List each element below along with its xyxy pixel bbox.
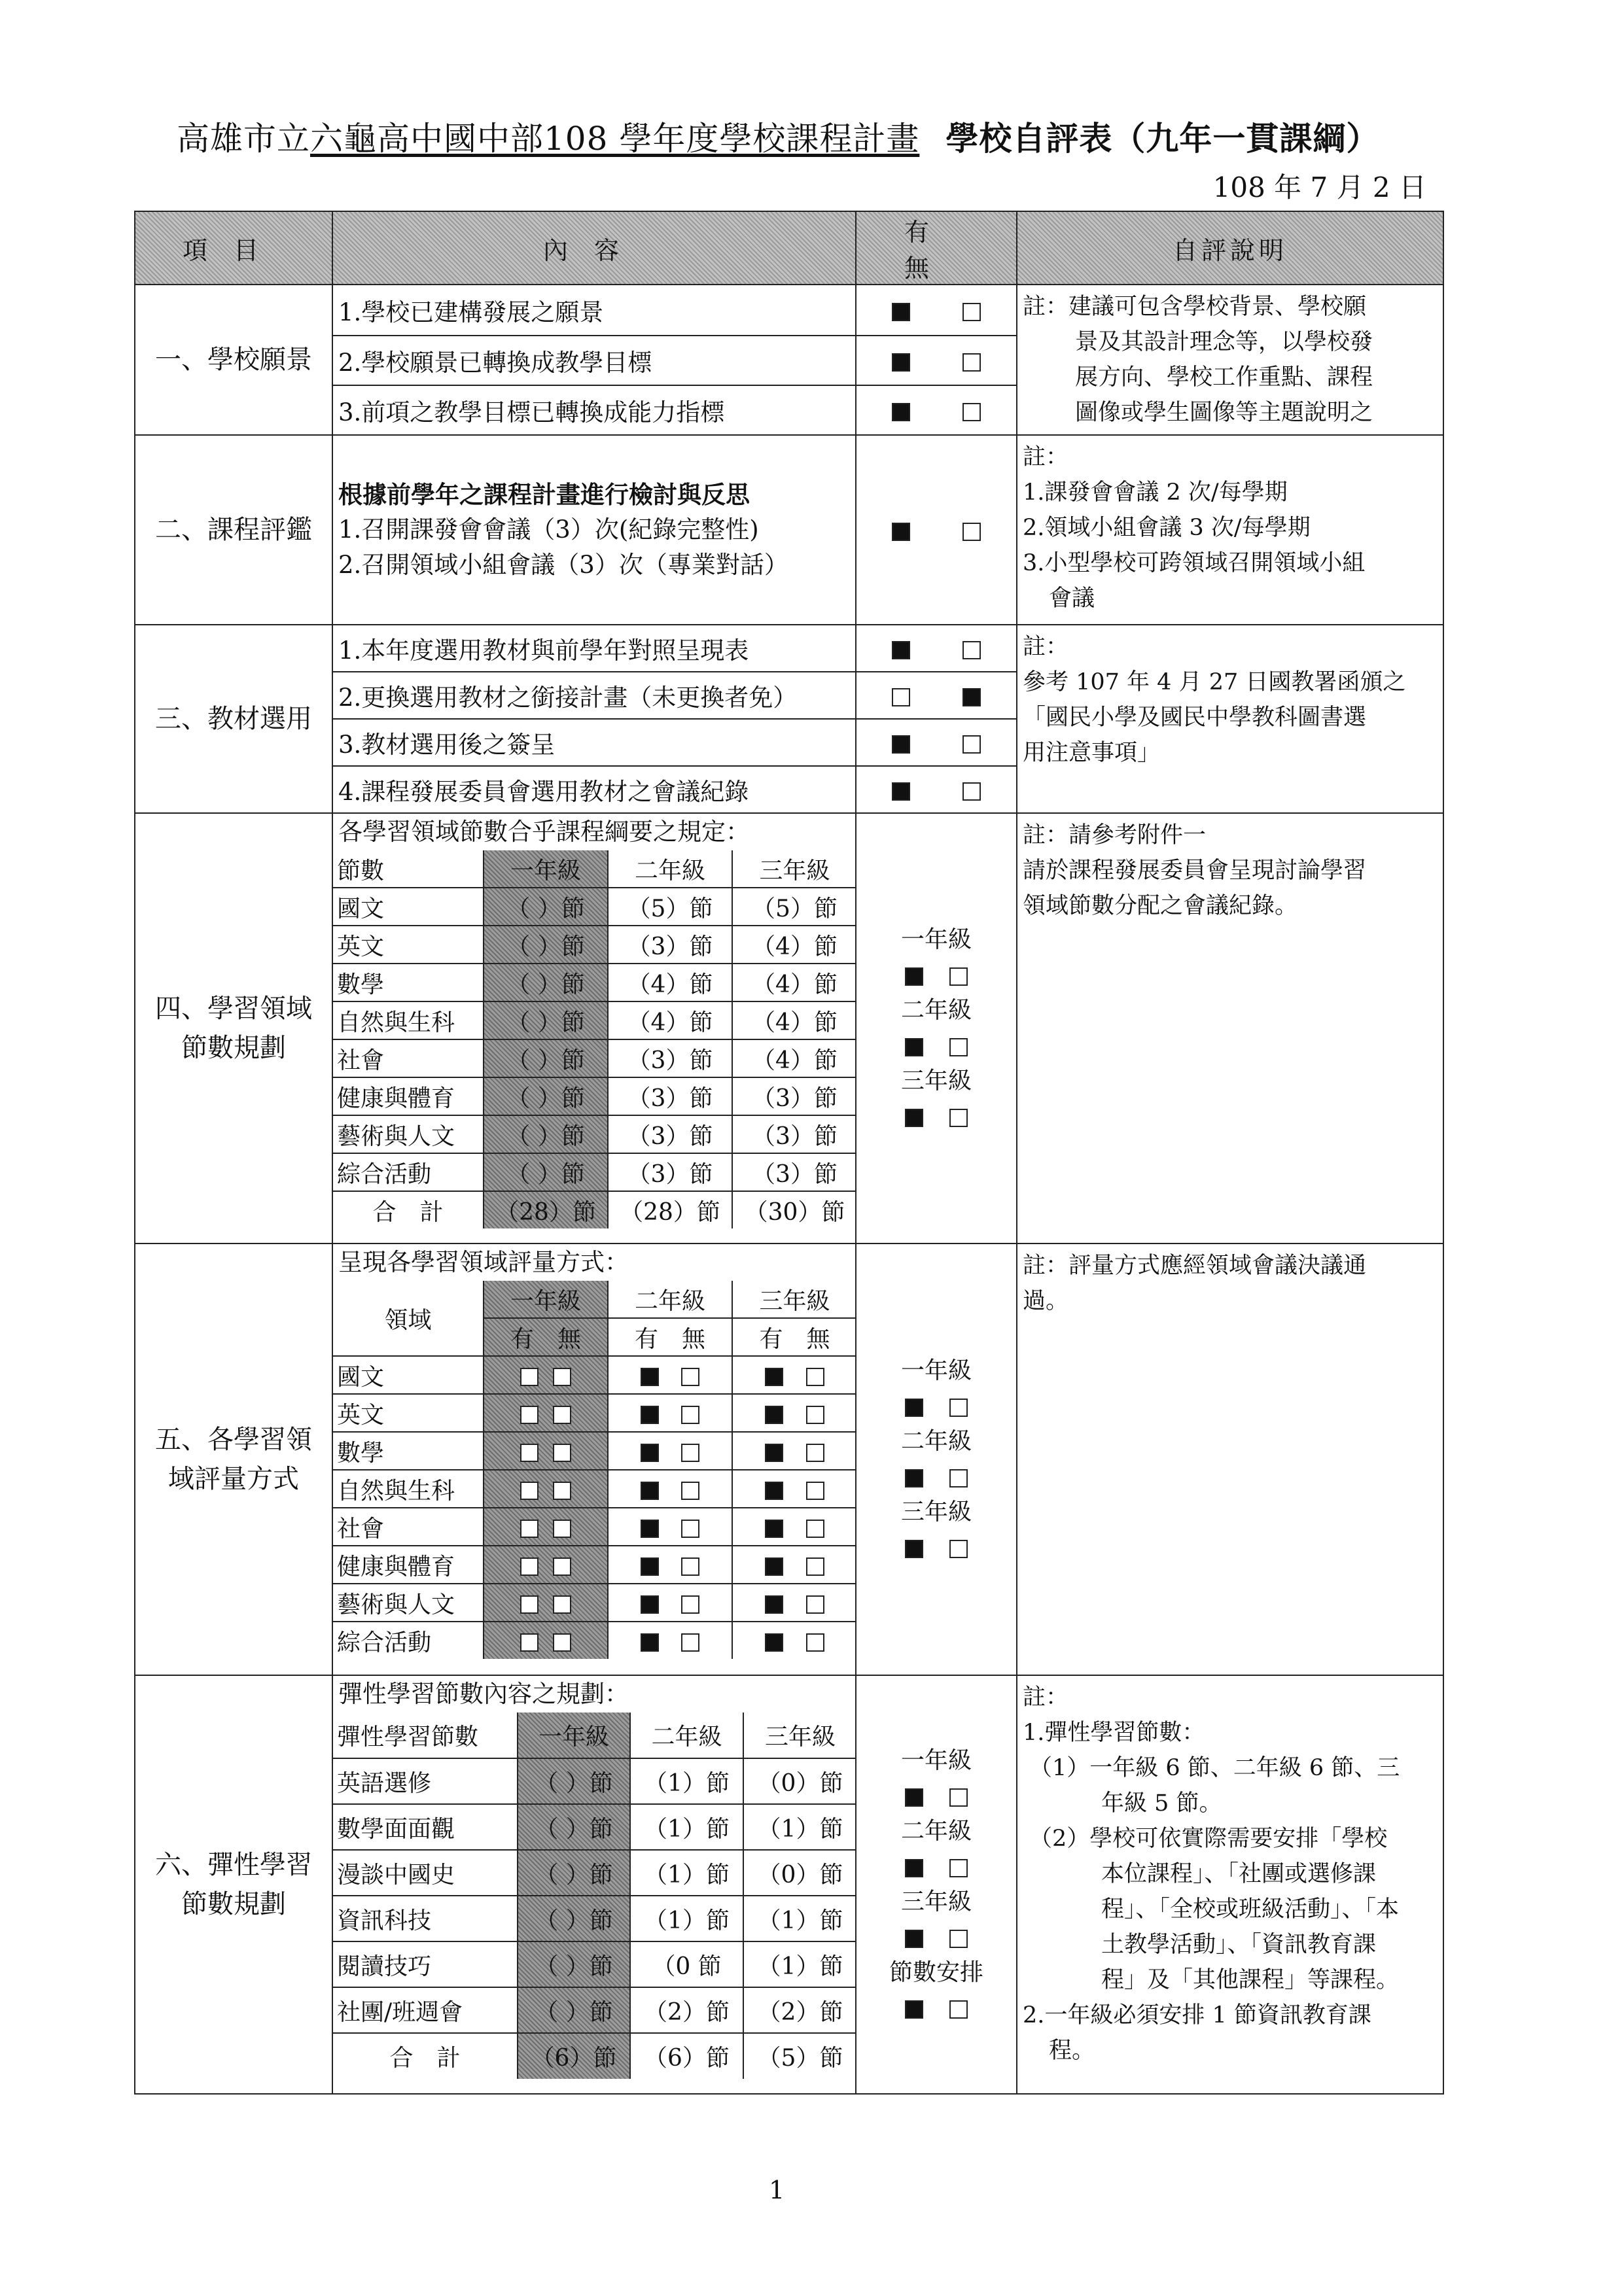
yes-box-checked[interactable] <box>641 1482 659 1500</box>
no-box[interactable] <box>553 1595 571 1614</box>
s3-row-4: 4.課程發展委員會選用教材之會議紀錄 <box>332 766 856 813</box>
yes-box-checked[interactable] <box>765 1595 783 1614</box>
no-box[interactable] <box>962 353 981 372</box>
no-box[interactable] <box>949 1109 968 1127</box>
yes-box-checked[interactable] <box>765 1444 783 1462</box>
no-box[interactable] <box>962 641 981 659</box>
self-evaluation-table <box>134 211 1444 2095</box>
section-3-title: 三、教材選用 <box>135 625 332 813</box>
no-box[interactable] <box>806 1368 824 1386</box>
s4-content: 各學習領域節數合乎課程綱要之規定： 節數 一年級 二年級 三年級 國文 （ ）節 （5）節 （5）節 英文 （ ）節 （3）節 （4）節 數學 （ ）節 （4）節 （4）節 自然與生科 （ ）節 （4）節 （4）節 社會 （ ）節 （3）節 （4）節 健康與體育 （ ）節 （3）節 （3）節 藝術與人文 （ ）節 （3）節 （3）節 綜合活動 （ ）節 （3）節 （3）節 合 計 （28）節 （28）節 （30）節 <box>332 813 856 1244</box>
no-box[interactable] <box>806 1595 824 1614</box>
section-6-note: 註： 1.彈性學習節數： （1）一年級 6 節、二年級 6 節、三 年級 5 節。 （2）學校可依實際需要安排「學校 本位課程」、「社團或選修課 程」、「全校或班級活動」、「本 土教學活動」、「資訊教育課 程」及「其他課程」等課程。 2.一年級必須安排 1 節資訊教育課 程。 <box>1017 1675 1443 2094</box>
s2-check <box>856 435 1017 625</box>
no-box[interactable] <box>962 403 981 421</box>
section-1-title: 一、學校願景 <box>135 285 332 435</box>
s1-check-2 <box>856 336 1017 385</box>
no-box[interactable] <box>520 1595 538 1614</box>
yes-box-checked[interactable] <box>905 1859 923 1877</box>
yes-box-checked[interactable] <box>892 303 910 321</box>
yes-box-checked[interactable] <box>765 1557 783 1576</box>
s4-grade-checks: 一年級 二年級 三年級 <box>856 813 1017 1244</box>
yes-box-checked[interactable] <box>765 1368 783 1386</box>
no-box[interactable] <box>520 1633 538 1652</box>
no-box[interactable] <box>681 1482 699 1500</box>
section-5-title: 五、各學習領域評量方式 <box>135 1244 332 1675</box>
no-box[interactable] <box>681 1557 699 1576</box>
yes-box-checked[interactable] <box>892 735 910 754</box>
yes-box-checked[interactable] <box>641 1406 659 1424</box>
yes-box-checked[interactable] <box>905 1540 923 1558</box>
yes-box-checked[interactable] <box>765 1520 783 1538</box>
s3-row-2: 2.更換選用教材之銜接計畫（未更換者免） <box>332 672 856 719</box>
no-box-checked[interactable] <box>962 688 981 706</box>
no-box[interactable] <box>553 1633 571 1652</box>
section-6-title: 六、彈性學習節數規劃 <box>135 1675 332 2094</box>
no-box[interactable] <box>520 1368 538 1386</box>
yes-box-checked[interactable] <box>765 1633 783 1652</box>
page-number: 1 <box>769 2176 785 2204</box>
s5-assessment-table: 領域 一年級 二年級 三年級 有 無 有 無 有 無 國文 英文 數學 自然與生科 社會 健康與體育 藝術與人文 綜合活動 <box>333 1281 856 1659</box>
s3-row-1: 1.本年度選用教材與前學年對照呈現表 <box>332 625 856 672</box>
yes-box[interactable] <box>892 688 910 706</box>
s5-content: 呈現各學習領域評量方式： 領域 一年級 二年級 三年級 有 無 有 無 有 無 國文 英文 數學 自然與生科 社會 健康與體育 藝術與人文 綜合活動 <box>332 1244 856 1675</box>
yes-box-checked[interactable] <box>892 782 910 801</box>
s1-row-2: 2.學校願景已轉換成教學目標 <box>332 336 856 385</box>
yes-box-checked[interactable] <box>905 1399 923 1417</box>
header-content: 內容 <box>332 211 856 285</box>
yes-box-checked[interactable] <box>641 1557 659 1576</box>
no-box[interactable] <box>806 1482 824 1500</box>
section-1-note: 註：建議可包含學校背景、學校願 景及其設計理念等，以學校發 展方向、學校工作重點、課程 圖像或學生圖像等主題說明之 <box>1017 285 1443 435</box>
no-box[interactable] <box>806 1557 824 1576</box>
section-5-note: 註：評量方式應經領域會議決議通 過。 <box>1017 1244 1443 1675</box>
no-box[interactable] <box>520 1444 538 1462</box>
yes-box-checked[interactable] <box>765 1482 783 1500</box>
yes-box-checked[interactable] <box>892 641 910 659</box>
s6-grade-checks: 一年級 二年級 三年級 節數安排 <box>856 1675 1017 2094</box>
no-box[interactable] <box>949 1859 968 1877</box>
s5-grade-checks: 一年級 二年級 三年級 <box>856 1244 1017 1675</box>
no-box[interactable] <box>520 1482 538 1500</box>
no-box[interactable] <box>949 1038 968 1056</box>
yes-box-checked[interactable] <box>892 523 910 541</box>
s1-check-1 <box>856 285 1017 336</box>
no-box[interactable] <box>520 1557 538 1576</box>
no-box[interactable] <box>806 1520 824 1538</box>
document-title: 高雄市立六龜高中國中部108 學年度學校課程計畫 學校自評表（九年一貫課綱） <box>177 119 1380 158</box>
section-3-note: 註： 參考 107 年 4 月 27 日國教署函頒之 「國民小學及國民中學教科圖書選 用注意事項」 <box>1017 625 1443 813</box>
no-box[interactable] <box>520 1406 538 1424</box>
no-box[interactable] <box>962 523 981 541</box>
section-2-note: 註： 1.課發會會議 2 次/每學期 2.領域小組會議 3 次/每學期 3.小型學校可跨領域召開領域小組 會議 <box>1017 435 1443 625</box>
no-box[interactable] <box>806 1406 824 1424</box>
header-item: 項目 <box>135 211 332 285</box>
yes-box-checked[interactable] <box>905 1930 923 1948</box>
s1-row-1: 1.學校已建構發展之願景 <box>332 285 856 336</box>
no-box[interactable] <box>681 1520 699 1538</box>
no-box[interactable] <box>553 1482 571 1500</box>
no-box[interactable] <box>949 1469 968 1487</box>
yes-box-checked[interactable] <box>905 1038 923 1056</box>
yes-box-checked[interactable] <box>765 1406 783 1424</box>
no-box[interactable] <box>806 1633 824 1652</box>
yes-box-checked[interactable] <box>892 353 910 372</box>
yes-box-checked[interactable] <box>905 1788 923 1807</box>
yes-box-checked[interactable] <box>641 1595 659 1614</box>
no-box[interactable] <box>553 1368 571 1386</box>
document-date: 108 年 7 月 2 日 <box>1212 171 1426 203</box>
no-box[interactable] <box>681 1406 699 1424</box>
yes-box-checked[interactable] <box>641 1633 659 1652</box>
no-box[interactable] <box>949 1788 968 1807</box>
s3-row-3: 3.教材選用後之簽呈 <box>332 719 856 766</box>
yes-box-checked[interactable] <box>905 2000 923 2019</box>
no-box[interactable] <box>949 2000 968 2019</box>
yes-box-checked[interactable] <box>641 1520 659 1538</box>
section-2-title: 二、課程評鑑 <box>135 435 332 625</box>
yes-box-checked[interactable] <box>905 967 923 986</box>
no-box[interactable] <box>553 1444 571 1462</box>
s6-content: 彈性學習節數內容之規劃： 彈性學習節數 一年級 二年級 三年級 英語選修 （ ）節 （1）節 （0）節 數學面面觀 （ ）節 （1）節 （1）節 漫談中國史 （ ）節 （1）節 （0）節 資訊科技 （ ）節 （1）節 （1）節 閱讀技巧 （ ）節 （0 節 （1）節 社團/班週會 （ ）節 （2）節 （2）節 合 計 （6）節 （6）節 （5）節 <box>332 1675 856 2094</box>
no-box[interactable] <box>949 1540 968 1558</box>
no-box[interactable] <box>681 1368 699 1386</box>
no-box[interactable] <box>681 1444 699 1462</box>
s6-flex-hours-table: 彈性學習節數 一年級 二年級 三年級 英語選修 （ ）節 （1）節 （0）節 數學面面觀 （ ）節 （1）節 （1）節 漫談中國史 （ ）節 （1）節 （0）節 資訊科技 （ ）節 （1）節 （1）節 閱讀技巧 （ ）節 （0 節 （1）節 社團/班週會 （ ）節 （2）節 （2）節 合 計 （6）節 （6）節 （5）節 <box>333 1713 856 2079</box>
no-box[interactable] <box>553 1557 571 1576</box>
yes-box-checked[interactable] <box>641 1368 659 1386</box>
yes-box-checked[interactable] <box>905 1109 923 1127</box>
s2-content: 根據前學年之課程計畫進行檢討與反思 1.召開課發會會議（3）次(紀錄完整性) 2.召開領域小組會議（3）次（專業對話） <box>332 435 856 625</box>
no-box[interactable] <box>553 1520 571 1538</box>
no-box[interactable] <box>681 1595 699 1614</box>
yes-box-checked[interactable] <box>641 1444 659 1462</box>
no-box[interactable] <box>962 782 981 801</box>
no-box[interactable] <box>962 303 981 321</box>
s1-row-3: 3.前項之教學目標已轉換成能力指標 <box>332 385 856 435</box>
no-box[interactable] <box>949 1930 968 1948</box>
no-box[interactable] <box>520 1520 538 1538</box>
no-box[interactable] <box>806 1444 824 1462</box>
s1-check-3 <box>856 385 1017 435</box>
section-4-title: 四、學習領域節數規劃 <box>135 813 332 1244</box>
section-4-note: 註：請參考附件一 請於課程發展委員會呈現討論學習 領域節數分配之會議紀錄。 <box>1017 813 1443 1244</box>
no-box[interactable] <box>962 735 981 754</box>
yes-box-checked[interactable] <box>905 1469 923 1487</box>
no-box[interactable] <box>949 1399 968 1417</box>
yes-box-checked[interactable] <box>892 403 910 421</box>
no-box[interactable] <box>553 1406 571 1424</box>
s4-hours-table: 節數 一年級 二年級 三年級 國文 （ ）節 （5）節 （5）節 英文 （ ）節 （3）節 （4）節 數學 （ ）節 （4）節 （4）節 自然與生科 （ ）節 （4）節 （4）節 社會 （ ）節 （3）節 （4）節 健康與體育 （ ）節 （3）節 （3）節 藝術與人文 （ ）節 （3）節 （3）節 綜合活動 （ ）節 （3）節 （3）節 合 計 （28）節 （28）節 （30）節 <box>333 850 856 1228</box>
no-box[interactable] <box>681 1633 699 1652</box>
no-box[interactable] <box>949 967 968 986</box>
header-note: 自評說明 <box>1017 211 1443 285</box>
header-yesno: 有 無 <box>856 211 1017 285</box>
